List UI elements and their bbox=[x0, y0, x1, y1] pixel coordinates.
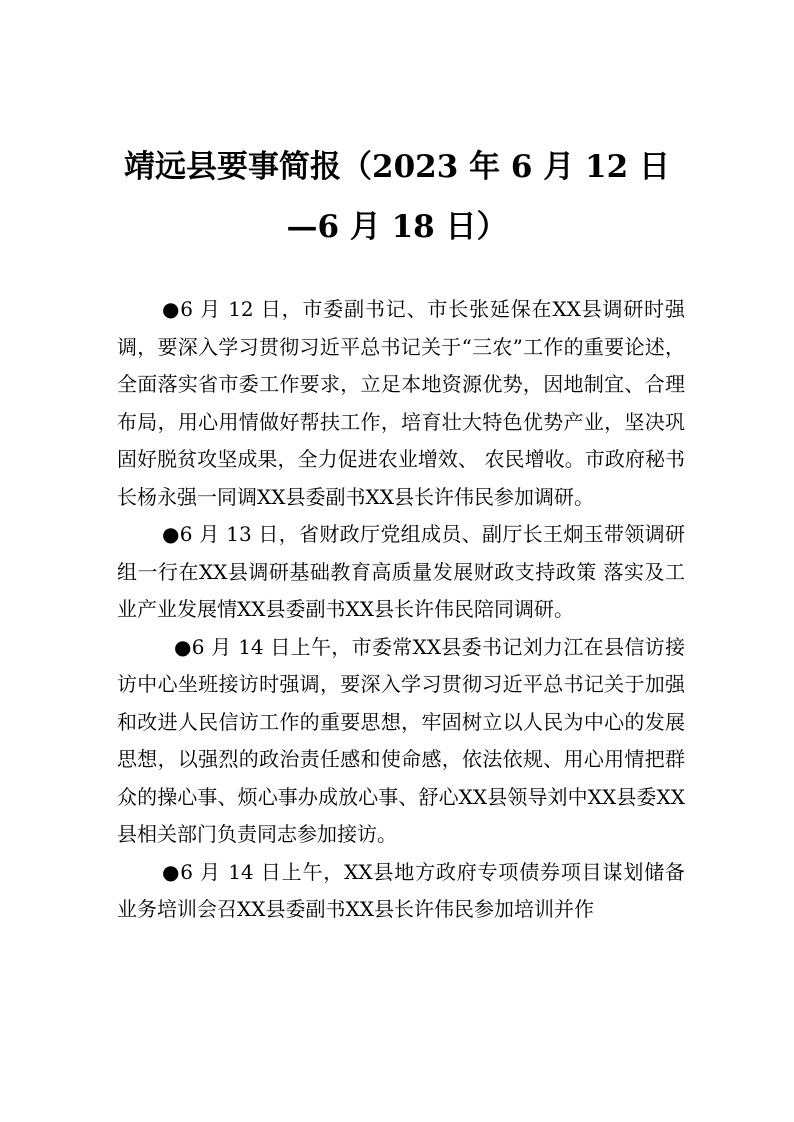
news-item-june-13: ●6 月 13 日，省财政厅党组成员、副厅长王炯玉带领调研组一行在XX县调研基础教育高质量发展财政支持政策 落实及工业产业发展情XX县委副书XX县长许伟民陪同调研。 bbox=[117, 522, 685, 621]
news-item-june-12: ●6 月 12 日，市委副书记、市长张延保在XX县调研时强调，要深入学习贯彻习近平总书记关于“三农”工作的重要论述，全面落实省市委工作要求，立足本地资源优势，因地制宜、合理布局，用心用情做好帮扶工作，培育壮大特色优势产业，坚决巩固好脱贫攻坚成果，全力促进农业增效、 农民增收。市政府秘书长杨永强一同调XX县委副书XX县长许伟民参加调研。 bbox=[117, 297, 685, 509]
news-item-june-14-bond-training: ●6 月 14 日上午，XX县地方政府专项债券项目谋划储备业务培训会召XX县委副书XX县长许伟民参加培训并作 bbox=[117, 859, 685, 921]
document-body bbox=[117, 291, 685, 929]
news-item-june-14-petition: ●6 月 14 日上午，市委常XX县委书记刘力江在县信访接访中心坐班接访时强调，要深入学习贯彻习近平总书记关于加强和改进人民信访工作的重要思想，牢固树立以人民为中心的发展思想，以强烈的政治责任感和使命感，依法依规、用心用情把群众的操心事、烦心事办成放心事、舒心XX县领导刘中XX县委XX县相关部门负责同志参加接访。 bbox=[117, 634, 685, 846]
document-title: 靖远县要事简报（2023 年 6 月 12 日—6 月 18 日） bbox=[124, 149, 670, 245]
